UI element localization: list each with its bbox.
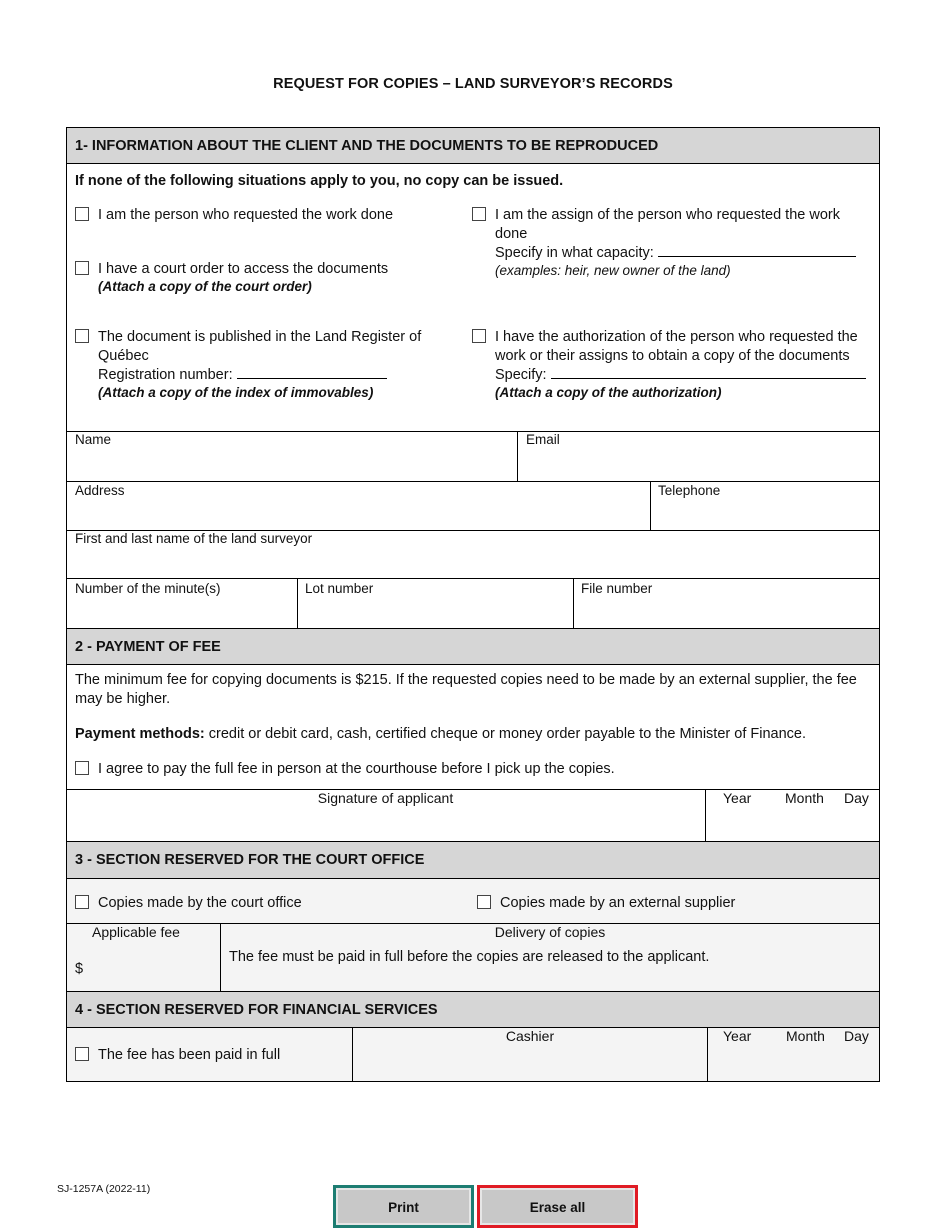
- registration-label: Registration number:: [98, 367, 233, 383]
- applicable-fee-label: Applicable fee: [92, 924, 180, 940]
- date-day-label: Day: [844, 790, 869, 806]
- telephone-label: Telephone: [658, 483, 721, 498]
- option-published: [75, 328, 455, 401]
- form-code: SJ-1257A (2022-11): [57, 1183, 151, 1195]
- auth-specify-input[interactable]: [551, 366, 866, 379]
- section2-header: 2 - PAYMENT OF FEE: [67, 628, 879, 665]
- auth-specify-row: [472, 366, 872, 385]
- address-field[interactable]: [75, 483, 645, 529]
- cashier-day-label: Day: [844, 1028, 869, 1044]
- email-field[interactable]: [526, 432, 876, 480]
- requester-checkbox[interactable]: [75, 207, 89, 221]
- section3-header: 3 - SECTION RESERVED FOR THE COURT OFFICE: [67, 841, 879, 879]
- address-label: Address: [75, 483, 125, 498]
- date-year-label: Year: [723, 790, 752, 806]
- cashier-field[interactable]: [353, 1028, 707, 1080]
- assign-label: I am the assign of the person who requested the work done: [495, 207, 840, 242]
- option-court-office: [75, 894, 455, 913]
- option-court-order: [75, 260, 455, 295]
- fee-paid-checkbox[interactable]: [75, 1047, 89, 1061]
- surveyor-label: First and last name of the land surveyor: [75, 531, 313, 546]
- delivery-text: The fee must be paid in full before the copies are released to the applicant.: [229, 949, 710, 965]
- erase-all-button[interactable]: Erase all: [477, 1185, 638, 1228]
- registration-input[interactable]: [237, 366, 387, 379]
- option-fee-paid: [75, 1046, 345, 1065]
- request-form: [66, 127, 880, 1082]
- cashier-date-field[interactable]: [708, 1028, 880, 1080]
- authorization-note: (Attach a copy of the authorization): [495, 385, 722, 400]
- file-field[interactable]: [581, 581, 871, 626]
- section4-header: 4 - SECTION RESERVED FOR FINANCIAL SERVICES: [67, 991, 879, 1028]
- lot-label: Lot number: [305, 581, 374, 596]
- option-agree: [75, 760, 875, 779]
- external-supplier-checkbox[interactable]: [477, 895, 491, 909]
- payment-methods-label: Payment methods:: [75, 726, 205, 742]
- applicable-fee-field[interactable]: [67, 924, 220, 990]
- requester-label: I am the person who requested the work done: [98, 207, 394, 223]
- court-order-note: (Attach a copy of the court order): [98, 279, 312, 294]
- section1-intro: If none of the following situations apply to you, no copy can be issued.: [75, 173, 564, 189]
- email-label: Email: [526, 432, 560, 447]
- registration-row: [75, 366, 455, 385]
- payment-methods: [75, 725, 875, 744]
- minutes-label: Number of the minute(s): [75, 581, 221, 596]
- assign-checkbox[interactable]: [472, 207, 486, 221]
- delivery-of-copies-field: [221, 924, 879, 990]
- court-order-label: I have a court order to access the documents: [98, 261, 389, 277]
- signature-field[interactable]: [67, 789, 704, 841]
- auth-specify-label: Specify:: [495, 367, 547, 383]
- signature-label: Signature of applicant: [317, 790, 454, 806]
- date-month-label: Month: [785, 790, 824, 806]
- authorization-checkbox[interactable]: [472, 329, 486, 343]
- agree-label: I agree to pay the full fee in person at the courthouse before I pick up the copies.: [98, 761, 615, 777]
- name-field[interactable]: [75, 432, 515, 480]
- court-office-checkbox[interactable]: [75, 895, 89, 909]
- option-requester: [75, 206, 455, 225]
- currency-symbol: $: [75, 961, 84, 977]
- fee-paid-label: The fee has been paid in full: [98, 1047, 281, 1063]
- cashier-label: Cashier: [505, 1028, 555, 1044]
- court-office-label: Copies made by the court office: [98, 895, 302, 911]
- authorization-label: I have the authorization of the person who requested the work or their assigns to obtain a copy of the documents: [495, 329, 858, 364]
- published-note: (Attach a copy of the index of immovables): [98, 385, 374, 400]
- fee-text: The minimum fee for copying documents is $215. If the requested copies need to be made by an external supplier, the fee may be higher.: [75, 672, 857, 707]
- surveyor-field[interactable]: [75, 531, 875, 577]
- assign-examples: (examples: heir, new owner of the land): [495, 263, 731, 278]
- name-label: Name: [75, 432, 112, 447]
- external-supplier-label: Copies made by an external supplier: [500, 895, 736, 911]
- cashier-month-label: Month: [786, 1028, 825, 1044]
- section1-header: 1- INFORMATION ABOUT THE CLIENT AND THE DOCUMENTS TO BE REPRODUCED: [67, 128, 879, 164]
- published-checkbox[interactable]: [75, 329, 89, 343]
- signature-date-field[interactable]: [706, 789, 880, 841]
- page-title: REQUEST FOR COPIES – LAND SURVEYOR’S RECORDS: [273, 76, 673, 92]
- capacity-row: [472, 244, 872, 263]
- telephone-field[interactable]: [658, 483, 873, 529]
- capacity-input[interactable]: [658, 244, 856, 257]
- capacity-label: Specify in what capacity:: [495, 245, 654, 261]
- court-order-checkbox[interactable]: [75, 261, 89, 275]
- print-button[interactable]: Print: [333, 1185, 474, 1228]
- minutes-field[interactable]: [75, 581, 290, 626]
- delivery-label: Delivery of copies: [494, 924, 606, 940]
- agree-checkbox[interactable]: [75, 761, 89, 775]
- published-label: The document is published in the Land Register of Québec: [98, 329, 422, 364]
- payment-methods-text: credit or debit card, cash, certified cheque or money order payable to the Minister of Finance.: [208, 726, 806, 742]
- option-assign: [472, 206, 872, 279]
- option-authorization: [472, 328, 872, 401]
- lot-field[interactable]: [305, 581, 565, 626]
- file-label: File number: [581, 581, 653, 596]
- option-external-supplier: [477, 894, 867, 913]
- cashier-year-label: Year: [723, 1028, 752, 1044]
